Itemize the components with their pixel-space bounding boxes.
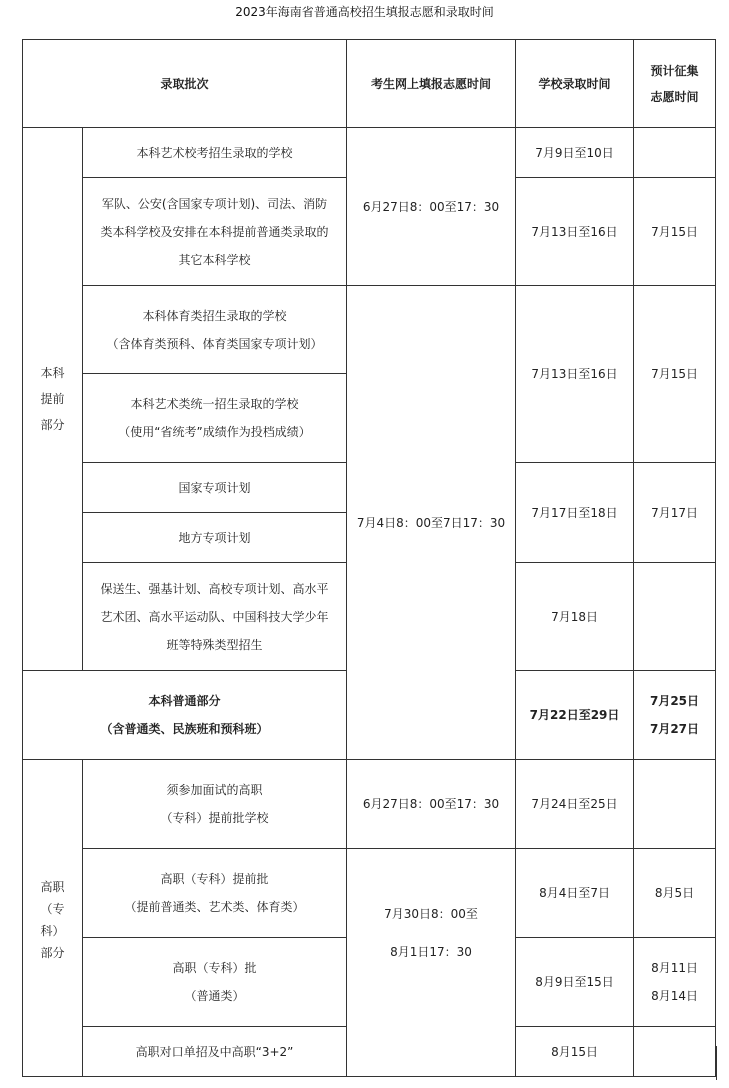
- batch-name: 本科艺术类统一招生录取的学校 （使用“省统考”成绩作为投档成绩）: [83, 374, 347, 463]
- batch-name: 本科体育类招生录取的学校 （含体育类预科、体育类国家专项计划）: [83, 286, 347, 374]
- solicit-time-cell: 8月11日 8月14日: [634, 938, 716, 1027]
- admission-time-cell: 7月13日至16日: [516, 286, 634, 463]
- batch-name: 国家专项计划: [83, 463, 347, 513]
- solicit-time-cell: [634, 1027, 716, 1077]
- solicit-time-cell: 7月15日: [634, 286, 716, 463]
- fill-time-cell: 6月27日8：00至17：30: [347, 128, 516, 286]
- group-undergrad-early: 本科 提前 部分: [23, 128, 83, 671]
- admission-time-cell: 8月9日至15日: [516, 938, 634, 1027]
- document-title: 2023年海南省普通高校招生填报志愿和录取时间: [235, 5, 494, 19]
- batch-name: 高职（专科）提前批 （提前普通类、艺术类、体育类）: [83, 849, 347, 938]
- solicit-time-cell: 7月15日: [634, 178, 716, 286]
- admission-time-cell: 7月9日至10日: [516, 128, 634, 178]
- admission-time-cell: 7月24日至25日: [516, 760, 634, 849]
- header-batch: 录取批次: [23, 40, 347, 128]
- header-fill-time: 考生网上填报志愿时间: [347, 40, 516, 128]
- solicit-time-cell: [634, 760, 716, 849]
- admission-schedule-table: [22, 39, 716, 1077]
- table-row: [23, 286, 716, 374]
- fill-time-cell: 6月27日8：00至17：30: [347, 760, 516, 849]
- batch-name: 保送生、强基计划、高校专项计划、高水平 艺术团、高水平运动队、中国科技大学少年 班等特殊类型招生: [83, 563, 347, 671]
- table-header-row: [23, 40, 716, 128]
- fill-time-cell: 7月4日8：00至7日17：30: [347, 286, 516, 760]
- solicit-time-cell: [634, 563, 716, 671]
- solicit-time-cell: 8月5日: [634, 849, 716, 938]
- batch-name: 高职对口单招及中高职“3+2”: [83, 1027, 347, 1077]
- solicit-time-cell: 7月25日 7月27日: [634, 671, 716, 760]
- solicit-time-cell: 7月17日: [634, 463, 716, 563]
- text-cursor-mark: [716, 1046, 717, 1080]
- table-row: [23, 760, 716, 849]
- admission-time-cell: 8月15日: [516, 1027, 634, 1077]
- group-vocational: 高职 （专 科） 部分: [23, 760, 83, 1077]
- header-solicit-time: 预计征集 志愿时间: [634, 40, 716, 128]
- batch-name: 高职（专科）批 （普通类）: [83, 938, 347, 1027]
- table-row: [23, 849, 716, 938]
- batch-name: 本科艺术校考招生录取的学校: [83, 128, 347, 178]
- batch-name: 须参加面试的高职 （专科）提前批学校: [83, 760, 347, 849]
- batch-name: 军队、公安(含国家专项计划)、司法、消防 类本科学校及安排在本科提前普通类录取的 其它本科学校: [83, 178, 347, 286]
- table-row: [23, 128, 716, 178]
- batch-name: 本科普通部分 （含普通类、民族班和预科班）: [23, 671, 347, 760]
- batch-name: 地方专项计划: [83, 513, 347, 563]
- admission-time-cell: 7月18日: [516, 563, 634, 671]
- admission-time-cell: 7月13日至16日: [516, 178, 634, 286]
- header-admission-time: 学校录取时间: [516, 40, 634, 128]
- solicit-time-cell: [634, 128, 716, 178]
- fill-time-cell: 7月30日8：00至 8月1日17：30: [347, 849, 516, 1077]
- admission-time-cell: 8月4日至7日: [516, 849, 634, 938]
- admission-time-cell: 7月22日至29日: [516, 671, 634, 760]
- admission-time-cell: 7月17日至18日: [516, 463, 634, 563]
